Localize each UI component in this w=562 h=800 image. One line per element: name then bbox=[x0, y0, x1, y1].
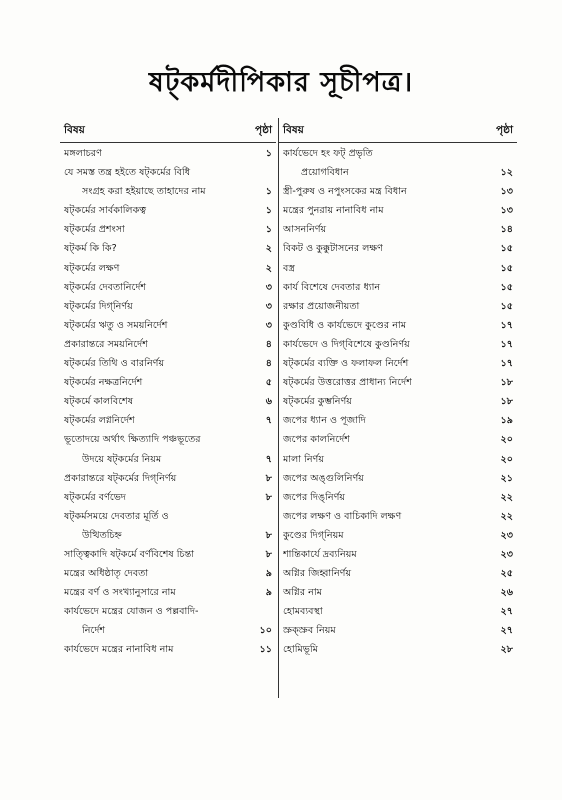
entry-subject: ষট্‌কর্ম কি কি? bbox=[64, 243, 117, 255]
entry-page-number: ৬ bbox=[265, 396, 272, 408]
contents-row bbox=[279, 392, 517, 411]
entry-page-number: ২৬ bbox=[500, 587, 513, 599]
entry-subject: ষট্‌কর্মের উত্তরোত্তর প্রাধান্য নির্দেশ bbox=[283, 377, 412, 389]
entry-page-number: ৮ bbox=[265, 491, 272, 503]
entry-subject: হোমব্যবস্থা bbox=[283, 606, 323, 618]
entry-page-number: ১৭ bbox=[500, 338, 513, 350]
entry-page-number: ১৩ bbox=[500, 205, 513, 217]
right-page-header: পৃষ্ঠা bbox=[495, 124, 513, 136]
entry-page-number: ১ bbox=[265, 148, 272, 159]
contents-row bbox=[279, 163, 517, 182]
contents-row bbox=[60, 430, 276, 449]
entry-page-number: ২১ bbox=[500, 472, 513, 484]
entry-subject: শান্তিকার্যে দ্রব্যনিয়ম bbox=[283, 548, 357, 560]
contents-row bbox=[60, 259, 276, 278]
contents-row bbox=[60, 144, 276, 163]
left-rows bbox=[60, 144, 276, 660]
contents-row bbox=[60, 526, 276, 545]
entry-subject: জপের লক্ষণ ও বাচিকাদি লক্ষণ bbox=[283, 510, 402, 522]
contents-row bbox=[279, 316, 517, 335]
entry-page-number: ২৫ bbox=[500, 568, 513, 580]
entry-subject: ষট্‌কর্মে কালবিশেষ bbox=[64, 396, 134, 408]
entry-subject: অগ্নির নাম bbox=[283, 587, 322, 599]
contents-row bbox=[279, 621, 517, 640]
entry-page-number: ১৪ bbox=[500, 224, 513, 236]
contents-row bbox=[60, 335, 276, 354]
entry-subject: প্রয়োগবিধান bbox=[301, 167, 349, 179]
contents-row bbox=[60, 220, 276, 239]
entry-page-number: ১১ bbox=[259, 644, 272, 656]
left-page-header: পৃষ্ঠা bbox=[254, 124, 272, 136]
entry-subject: বস্ত্র bbox=[283, 262, 295, 274]
entry-page-number: ১ bbox=[265, 186, 272, 198]
entry-page-number: ৭ bbox=[265, 415, 272, 427]
contents-row bbox=[279, 144, 517, 163]
entry-subject: নির্দেশ bbox=[82, 625, 106, 637]
entry-subject: ষট্‌কর্মের নক্ষত্রনির্দেশ bbox=[64, 377, 143, 389]
left-column-header bbox=[60, 118, 276, 140]
entry-page-number: ২৭ bbox=[500, 606, 513, 618]
entry-page-number: ১৭ bbox=[500, 358, 513, 370]
entry-page-number: ১৭ bbox=[500, 319, 513, 331]
contents-row bbox=[60, 450, 276, 469]
entry-subject: উদয়ে ষট্‌কর্মের নিয়ম bbox=[82, 453, 162, 465]
entry-subject: উত্থিতচিহ্ন bbox=[82, 529, 122, 541]
header-rule bbox=[60, 142, 276, 143]
header-rule bbox=[279, 142, 517, 143]
contents-row bbox=[60, 373, 276, 392]
entry-subject: মন্ত্রের অধিষ্ঠাতৃ দেবতা bbox=[64, 568, 149, 580]
entry-subject: মন্ত্রের বর্ণ ও সংখ্যানুসারে নাম bbox=[64, 587, 176, 599]
entry-page-number: ১ bbox=[265, 224, 272, 236]
entry-subject: যে সমস্ত তন্ত্র হইতে ষট্‌কর্মের বিধি bbox=[64, 167, 191, 179]
page-title: ষট্‌কর্মদীপিকার সূচীপত্র। bbox=[148, 67, 414, 98]
entry-page-number: ৮ bbox=[265, 548, 272, 560]
contents-row bbox=[60, 621, 276, 640]
contents-row bbox=[60, 297, 276, 316]
contents-row bbox=[279, 278, 517, 297]
entry-subject: ষট্‌কর্মসময়ে দেবতার মূর্তি ও bbox=[64, 510, 169, 522]
entry-subject: কার্যভেদে মন্ত্রের নানাবিধ নাম bbox=[64, 644, 174, 656]
entry-page-number: ২৩ bbox=[500, 529, 513, 541]
entry-page-number: ৭ bbox=[265, 453, 272, 465]
entry-subject: মালা নির্ণয় bbox=[283, 453, 325, 465]
entry-subject: প্রকারান্তরে ষট্‌কর্মের দিগ্‌নির্ণয় bbox=[64, 472, 177, 484]
entry-subject: জপের কালনির্দেশ bbox=[283, 434, 350, 446]
contents-row bbox=[60, 640, 276, 659]
entry-subject: জপের অঙ্গুলিনির্ণয় bbox=[283, 472, 364, 484]
contents-row bbox=[279, 335, 517, 354]
contents-row bbox=[60, 507, 276, 526]
contents-row bbox=[279, 583, 517, 602]
entry-subject: ষট্‌কর্মের লগ্ননির্দেশ bbox=[64, 415, 135, 427]
contents-row bbox=[60, 201, 276, 220]
entry-page-number: ১৫ bbox=[500, 300, 513, 312]
entry-subject: অগ্নির জিহ্বানির্ণয় bbox=[283, 568, 352, 580]
contents-row bbox=[60, 163, 276, 182]
right-rows bbox=[279, 144, 517, 660]
contents-row bbox=[279, 469, 517, 488]
right-column bbox=[278, 118, 517, 698]
contents-row bbox=[279, 297, 517, 316]
entry-subject: স্ত্রী-পুরুষ ও নপুংসকের মন্ত্র বিধান bbox=[283, 186, 407, 198]
contents-row bbox=[60, 564, 276, 583]
left-column bbox=[60, 118, 276, 698]
entry-subject: কার্যভেদে হং ফট্‌ প্রভৃতি bbox=[283, 148, 373, 159]
contents-row bbox=[279, 526, 517, 545]
contents-row bbox=[60, 411, 276, 430]
contents-row bbox=[279, 430, 517, 449]
entry-page-number: ২৮ bbox=[500, 644, 513, 656]
entry-page-number: ৩ bbox=[265, 319, 272, 331]
contents-row bbox=[60, 469, 276, 488]
entry-page-number: ৪ bbox=[265, 358, 272, 370]
contents-row bbox=[279, 201, 517, 220]
contents-row bbox=[279, 564, 517, 583]
entry-subject: ষট্‌কর্মের তিথি ও বারনির্ণয় bbox=[64, 358, 165, 370]
entry-subject: ষট্‌কর্মের বর্ণভেদ bbox=[64, 491, 126, 503]
contents-row bbox=[279, 488, 517, 507]
entry-page-number: ১ bbox=[265, 205, 272, 217]
contents-row bbox=[279, 450, 517, 469]
entry-page-number: ১৫ bbox=[500, 262, 513, 274]
entry-subject: হোমিভূমি bbox=[283, 644, 319, 656]
entry-subject: ষট্‌কর্মের দেবতানির্দেশ bbox=[64, 281, 147, 293]
contents-table bbox=[60, 118, 516, 698]
entry-page-number: ৯ bbox=[265, 568, 272, 580]
entry-page-number: ১৫ bbox=[500, 243, 513, 255]
entry-page-number: ২২ bbox=[500, 510, 513, 522]
entry-page-number: ২ bbox=[265, 262, 272, 274]
contents-row bbox=[279, 373, 517, 392]
entry-page-number: ২২ bbox=[500, 491, 513, 503]
entry-page-number: ৯ bbox=[265, 587, 272, 599]
entry-subject: কার্যভেদে মন্ত্রের যোজন ও পল্লবাদি- bbox=[64, 606, 199, 618]
entry-subject: সাত্ত্বিকাদি ষট্‌কর্মে বর্ণবিশেষ চিন্তা bbox=[64, 548, 195, 560]
entry-page-number: ২ bbox=[265, 243, 272, 255]
contents-row bbox=[279, 507, 517, 526]
entry-subject: ষট্‌কর্মের ঋতু ও সময়নির্দেশ bbox=[64, 319, 168, 331]
entry-page-number: ২০ bbox=[500, 434, 513, 446]
entry-subject: মঙ্গলাচরণ bbox=[64, 148, 102, 159]
contents-row bbox=[60, 488, 276, 507]
right-column-header bbox=[279, 118, 517, 140]
entry-subject: আসননির্ণয় bbox=[283, 224, 327, 236]
entry-page-number: ১৫ bbox=[500, 281, 513, 293]
contents-row bbox=[60, 182, 276, 201]
contents-row bbox=[279, 259, 517, 278]
contents-row bbox=[60, 316, 276, 335]
contents-row bbox=[279, 239, 517, 258]
entry-subject: বিকট ও কুক্কুটাসনের লক্ষণ bbox=[283, 243, 383, 255]
contents-row bbox=[60, 278, 276, 297]
entry-subject: কার্যভেদে ও দিগ্‌বিশেষে কুণ্ডনির্ণয় bbox=[283, 338, 410, 350]
entry-page-number: ১৯ bbox=[500, 415, 513, 427]
entry-subject: কার্য বিশেষে দেবতার ধ্যান bbox=[283, 281, 381, 293]
contents-row bbox=[279, 640, 517, 659]
entry-subject: ষট্‌কর্মের সার্বকালিকত্ব bbox=[64, 205, 147, 217]
entry-page-number: ৩ bbox=[265, 281, 272, 293]
entry-page-number: ৮ bbox=[265, 529, 272, 541]
entry-subject: ষট্‌কর্মের লক্ষণ bbox=[64, 262, 120, 274]
entry-subject: মন্ত্রের পুনরায় নানাবিধ নাম bbox=[283, 205, 384, 217]
contents-row bbox=[60, 583, 276, 602]
entry-subject: ষট্‌কর্মের ব্যক্তি ও ফলাফল নির্দেশ bbox=[283, 358, 409, 370]
contents-row bbox=[60, 602, 276, 621]
entry-subject: ষট্‌কর্মের দিগ্‌নির্ণয় bbox=[64, 300, 133, 312]
entry-page-number: ১৩ bbox=[500, 186, 513, 198]
entry-page-number: ২০ bbox=[500, 453, 513, 465]
entry-subject: জপের দিঙ্‌নির্ণয় bbox=[283, 491, 346, 503]
entry-subject: কুণ্ডের দিগ্‌নিয়ম bbox=[283, 529, 344, 541]
contents-row bbox=[279, 545, 517, 564]
entry-subject: স্রুক্‌স্রুব নিয়ম bbox=[283, 625, 336, 637]
right-subject-header: বিষয় bbox=[283, 124, 304, 136]
entry-subject: ষট্‌কর্মের কুম্ভনির্ণয় bbox=[283, 396, 352, 408]
entry-subject: প্রকারান্তরে সময়নির্দেশ bbox=[64, 338, 148, 350]
contents-row bbox=[279, 182, 517, 201]
entry-page-number: ৫ bbox=[265, 377, 272, 389]
contents-row bbox=[279, 602, 517, 621]
entry-subject: সংগ্রহ করা হইয়াছে তাহাদের নাম bbox=[82, 186, 206, 198]
entry-page-number: ৮ bbox=[265, 472, 272, 484]
contents-row bbox=[279, 354, 517, 373]
contents-row bbox=[60, 392, 276, 411]
entry-page-number: ১৮ bbox=[500, 396, 513, 408]
entry-page-number: ২৩ bbox=[500, 548, 513, 560]
entry-page-number: ১০ bbox=[259, 625, 272, 637]
entry-page-number: ১৮ bbox=[500, 377, 513, 389]
left-subject-header: বিষয় bbox=[64, 124, 85, 136]
entry-page-number: ২৭ bbox=[500, 625, 513, 637]
contents-row bbox=[279, 411, 517, 430]
contents-row bbox=[60, 545, 276, 564]
entry-page-number: ৪ bbox=[265, 338, 272, 350]
entry-subject: জপের ধ্যান ও পূজাদি bbox=[283, 415, 366, 427]
entry-subject: ষট্‌কর্মের প্রশংসা bbox=[64, 224, 125, 236]
contents-row bbox=[60, 239, 276, 258]
entry-page-number: ১২ bbox=[500, 167, 513, 179]
entry-page-number: ৩ bbox=[265, 300, 272, 312]
entry-subject: ভূতোদয়ে অর্থাৎ ক্ষিত্যাদি পঞ্চভূতের bbox=[64, 434, 201, 446]
entry-subject: কুণ্ডবিধি ও কার্যভেদে কুণ্ডের নাম bbox=[283, 319, 407, 331]
entry-subject: রক্ষার প্রয়োজনীয়তা bbox=[283, 300, 360, 312]
contents-row bbox=[279, 220, 517, 239]
contents-row bbox=[60, 354, 276, 373]
